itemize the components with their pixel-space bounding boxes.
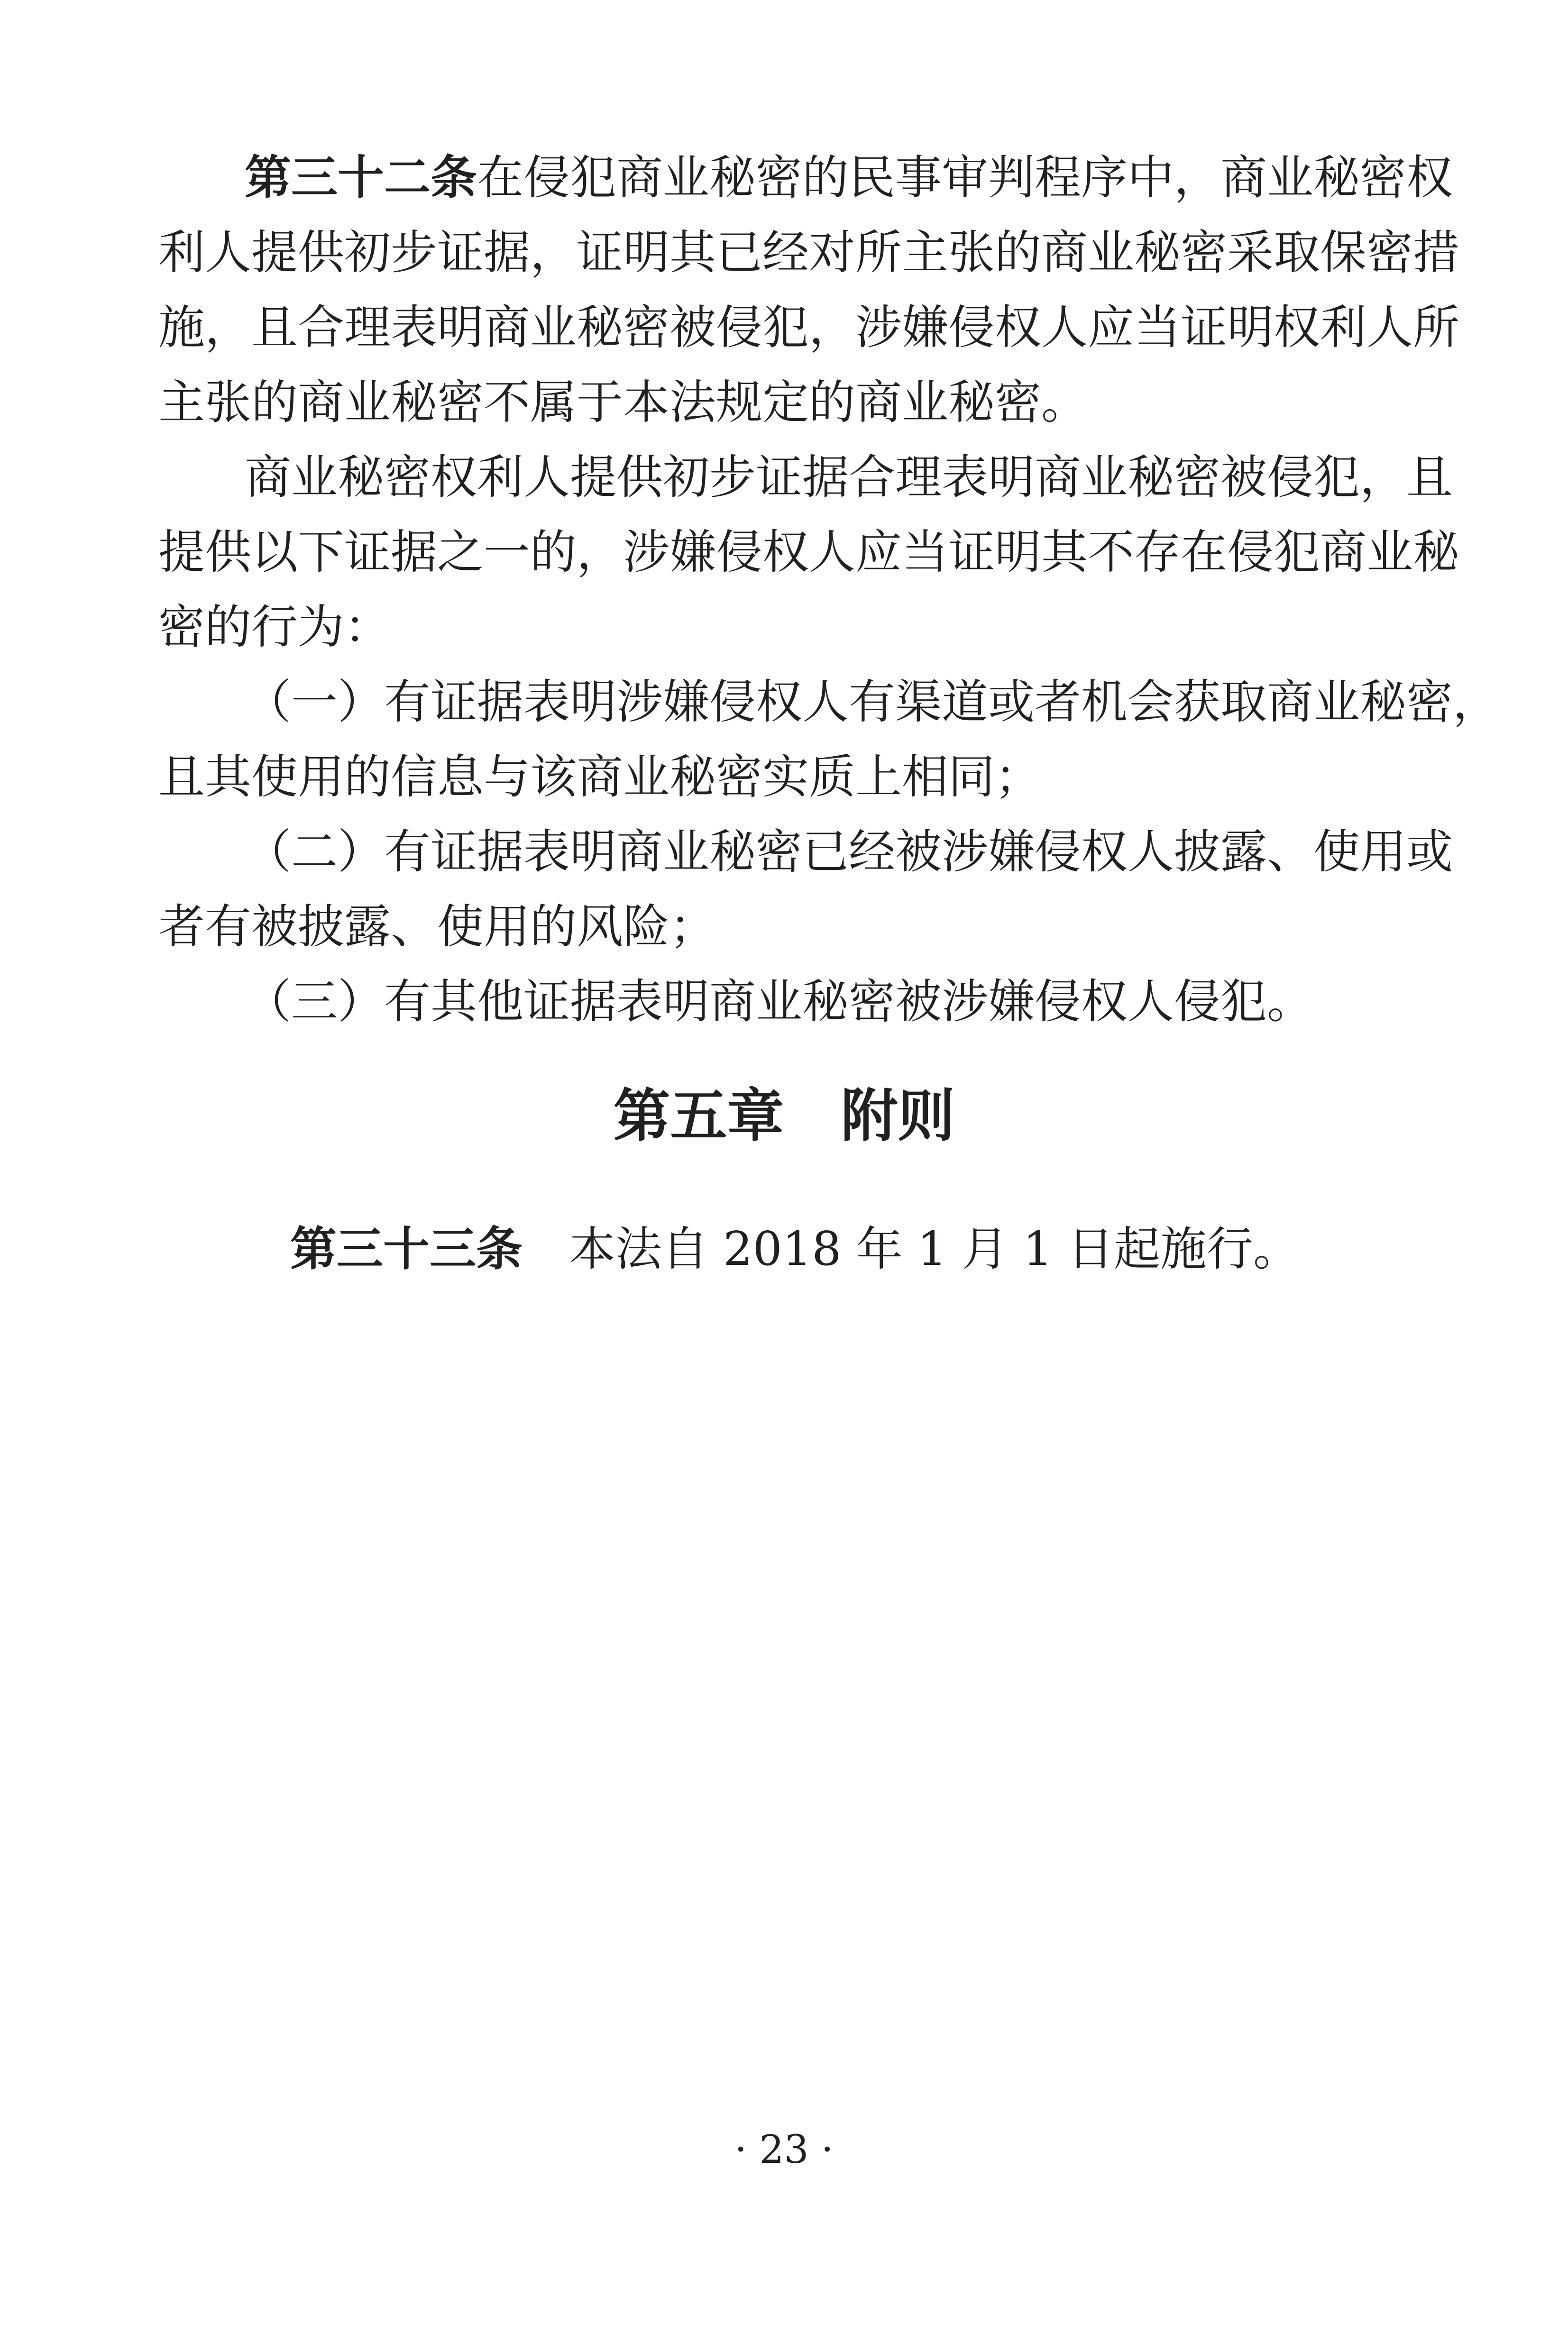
item-2-line-2: 者有被披露、使用的风险； <box>158 900 716 954</box>
item-1-line-2: 且其使用的信息与该商业秘密实质上相同； <box>158 750 1042 804</box>
article-32-line-4: 主张的商业秘密不属于本法规定的商业秘密。 <box>158 375 1088 430</box>
page-number: · 23 · <box>734 2127 834 2172</box>
item-3-line-1: （三）有其他证据表明商业秘密被涉嫌侵权人侵犯。 <box>245 975 1314 1029</box>
article-33-text: 本法自 2018 年 1 月 1 日起施行。 <box>523 1222 1300 1276</box>
article-32-line-1: 第三十二条在侵犯商业秘密的民事审判程序中，商业秘密权 <box>245 151 1453 205</box>
article-32-line-3: 施，且合理表明商业秘密被侵犯，涉嫌侵权人应当证明权利人所 <box>158 301 1460 355</box>
chapter-heading: 第五章 附则 <box>613 1083 955 1149</box>
item-1-line-1: （一）有证据表明涉嫌侵权人有渠道或者机会获取商业秘密， <box>245 675 1500 729</box>
paragraph-2-line-3: 密的行为： <box>158 600 391 654</box>
item-2-line-1: （二）有证据表明商业秘密已经被涉嫌侵权人披露、使用或 <box>245 825 1453 879</box>
paragraph-2-line-2: 提供以下证据之一的，涉嫌侵权人应当证明其不存在侵犯商业秘 <box>158 525 1460 579</box>
article-33 <box>290 1214 1300 1285</box>
article-33-label: 第三十三条 <box>290 1222 523 1276</box>
article-32-line-2: 利人提供初步证据，证明其已经对所主张的商业秘密采取保密措 <box>158 226 1460 280</box>
article-32-label: 第三十二条 <box>245 151 477 205</box>
paragraph-2-line-1: 商业秘密权利人提供初步证据合理表明商业秘密被侵犯，且 <box>245 450 1453 504</box>
